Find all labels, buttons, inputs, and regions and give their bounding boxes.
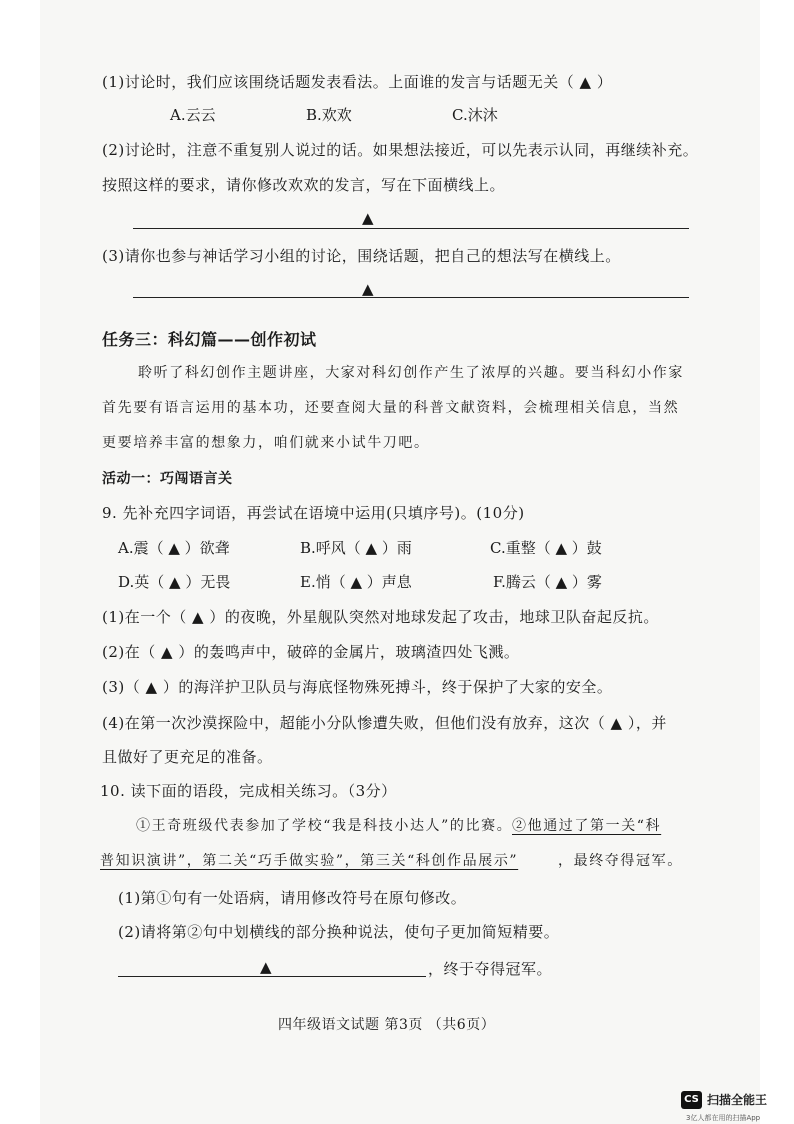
q8-option-b: B.欢欢: [306, 106, 352, 124]
q10-sub1: (1)第①句有一处语病，请用修改符号在原句修改。: [118, 889, 467, 907]
q9-sentence1: (1)在一个（ ▲ ）的夜晚，外星舰队突然对地球发起了攻击，地球卫队奋起反抗。: [102, 608, 659, 626]
exam-page: [40, 0, 760, 1124]
activity1-title: 活动一：巧闯语言关: [102, 471, 233, 487]
task3-intro-line3: 更要培养丰富的想象力，咱们就来小试牛刀吧。: [102, 435, 430, 451]
camscanner-tagline: 3亿人都在用的扫描App: [686, 1114, 761, 1122]
q10-passage-sentence2-start: ②他通过了第一关“科: [512, 818, 662, 834]
task3-intro-line2: 首先要有语言运用的基本功，还要查阅大量的科普文献资料，会梳理相关信息，当然: [102, 400, 680, 416]
q8-part2-line1: (2)讨论时，注意不重复别人说过的话。如果想法接近，可以先表示认同，再继续补充。: [102, 141, 699, 159]
q10-sub2: (2)请将第②句中划横线的部分换种说法，使句子更加简短精要。: [118, 923, 560, 941]
q9-sentence3: (3)（ ▲ ）的海洋护卫队员与海底怪物殊死搏斗，终于保护了大家的安全。: [102, 678, 613, 696]
page-footer: 四年级语文试题 第3页 （共6页）: [278, 1017, 496, 1033]
answer-marker: ▲: [260, 958, 272, 976]
q9-option-a: A.震（ ▲ ）欲聋: [118, 539, 230, 557]
q9-option-f: F.腾云（ ▲ ）雾: [493, 573, 602, 591]
q8-part1: (1)讨论时，我们应该围绕话题发表看法。上面谁的发言与话题无关（ ▲ ）: [102, 73, 613, 91]
answer-marker: ▲: [362, 209, 374, 227]
q9-stem: 9. 先补充四字词语，再尝试在语境中运用(只填序号)。(10分): [102, 504, 525, 522]
task3-title: 任务三：科幻篇——创作初试: [102, 330, 317, 349]
q8-option-c: C.沐沐: [452, 106, 498, 124]
q9-sentence4-line2: 且做好了更充足的准备。: [102, 748, 273, 766]
q10-passage-sentence1: ①王奇班级代表参加了学校“我是科技小达人”的比赛。: [136, 818, 513, 834]
q10-passage-ending: ，最终夺得冠军。: [558, 853, 683, 869]
q9-option-d: D.英（ ▲ ）无畏: [118, 573, 231, 591]
q10-answer-ending: ，终于夺得冠军。: [428, 960, 553, 978]
q8-part2-line2: 按照这样的要求，请你修改欢欢的发言，写在下面横线上。: [102, 176, 506, 194]
q9-sentence2: (2)在（ ▲ ）的轰鸣声中，破碎的金属片，玻璃渣四处飞溅。: [102, 643, 520, 661]
camscanner-name: 扫描全能王: [707, 1093, 768, 1107]
q9-option-c: C.重整（ ▲ ）鼓: [490, 539, 602, 557]
camscanner-logo: CS: [681, 1091, 702, 1109]
answer-line: [118, 976, 426, 977]
q8-option-a: A.云云: [170, 106, 216, 124]
task3-intro-line1: 聆听了科幻创作主题讲座，大家对科幻创作产生了浓厚的兴趣。要当科幻小作家: [138, 365, 684, 381]
answer-marker: ▲: [362, 280, 374, 298]
answer-line: [133, 297, 689, 298]
answer-line: [133, 228, 689, 229]
q9-sentence4-line1: (4)在第一次沙漠探险中，超能小分队惨遭失败，但他们没有放弃，这次（ ▲ ），并: [102, 714, 667, 732]
q10-passage-underlined: 普知识演讲”，第二关“巧手做实验”，第三关“科创作品展示”: [100, 853, 519, 869]
q9-option-b: B.呼风（ ▲ ）雨: [300, 539, 412, 557]
q9-option-e: E.悄（ ▲ ）声息: [300, 573, 412, 591]
q10-stem: 10. 读下面的语段，完成相关练习。（3分）: [100, 782, 397, 800]
q8-part3: (3)请你也参与神话学习小组的讨论，围绕话题，把自己的想法写在横线上。: [102, 247, 621, 265]
